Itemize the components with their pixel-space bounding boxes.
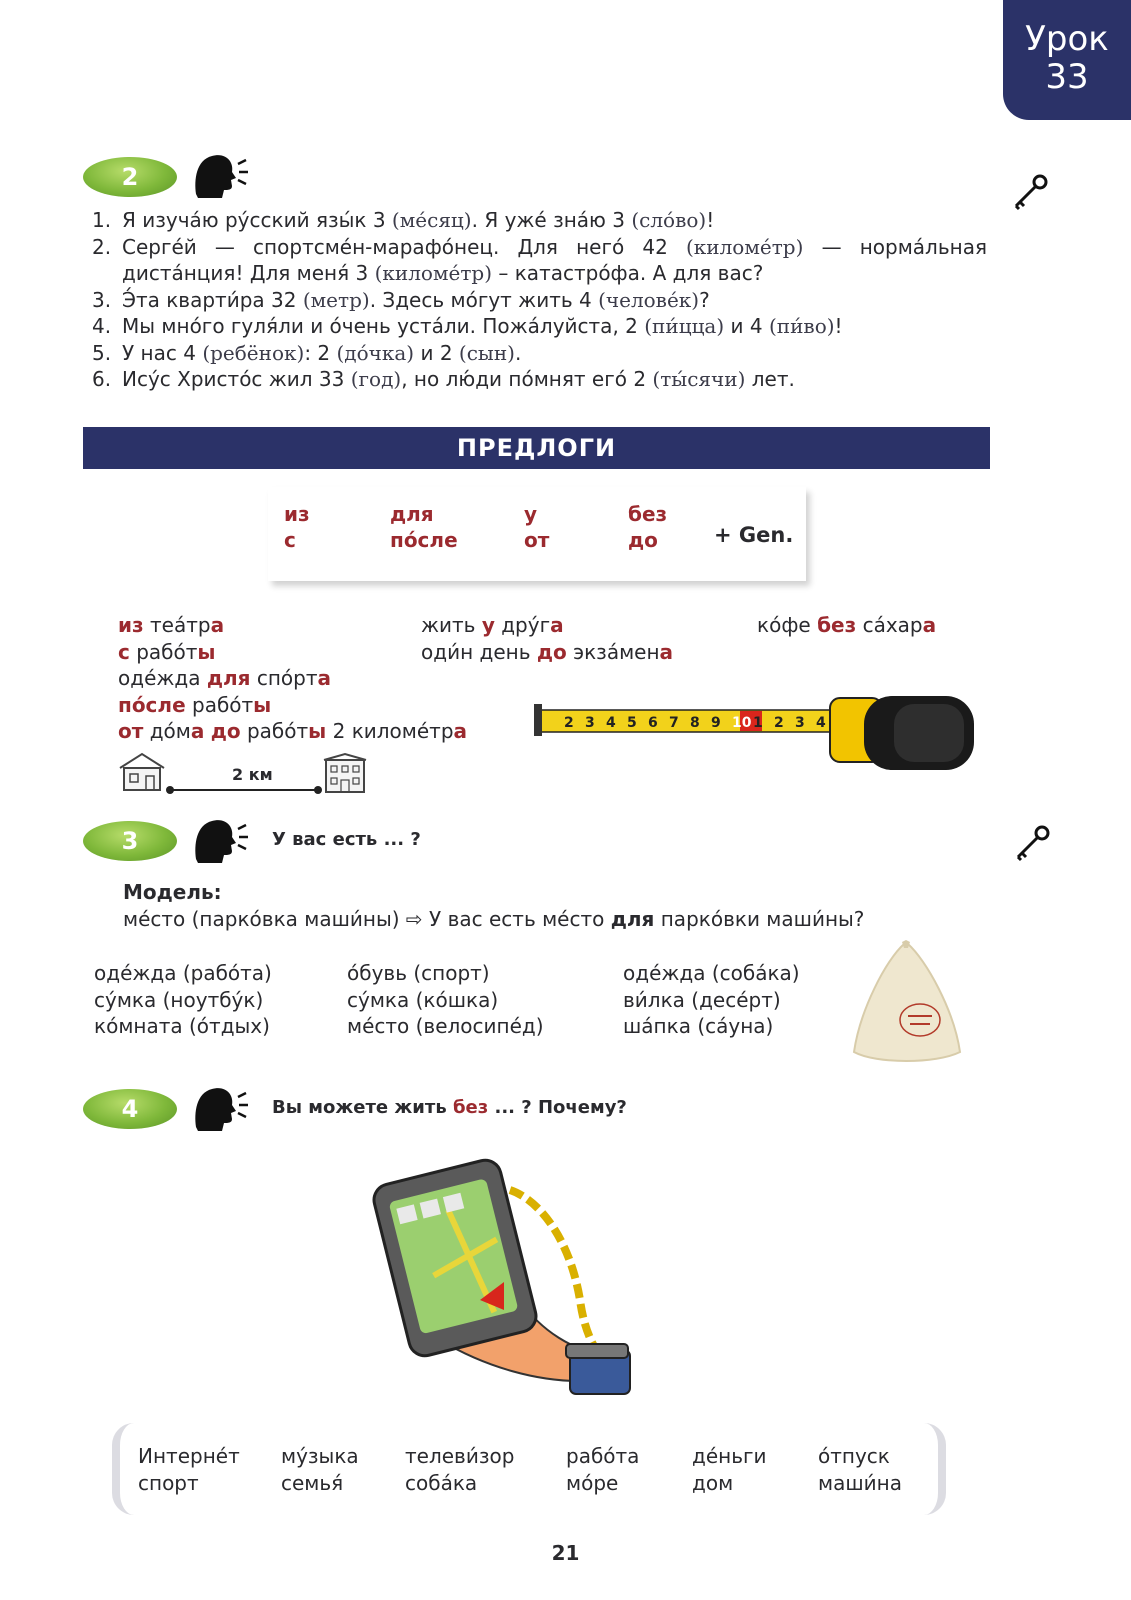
distance-line — [170, 789, 318, 791]
page-number: 21 — [551, 1541, 580, 1565]
item-number: 5. — [92, 340, 112, 365]
examples-column-3 — [757, 612, 936, 639]
tape-number: 4 — [606, 715, 616, 731]
phone-chained-hand-icon — [370, 1150, 650, 1400]
lesson-tab — [1003, 0, 1131, 120]
word-box-col — [818, 1443, 902, 1497]
item-text: Серге́й — спортсме́н-марафо́нец. Для него́ 42 (киломе́тр) — норма́льная диста́нция! Для меня́ 3 (киломе́тр) – катастро́фа. А для вас? — [122, 234, 987, 285]
tape-number: 3 — [585, 715, 595, 731]
speaking-head-icon — [190, 150, 250, 202]
distance-label: 2 км — [232, 765, 273, 784]
prepositions-table — [268, 487, 806, 581]
key-icon[interactable] — [1012, 823, 1052, 863]
example-phrase: жить у дру́га — [421, 613, 564, 637]
word-item: о́бувь (спорт) — [347, 961, 490, 985]
building-icon — [322, 752, 368, 796]
item-number: 4. — [92, 314, 112, 338]
exercise-2-item — [92, 287, 987, 314]
prepositions-banner: ПРЕДЛОГИ — [83, 427, 990, 469]
example-phrase: оди́н день до экза́мена — [421, 639, 674, 664]
lesson-label: Урок — [1025, 19, 1109, 59]
word-box-col — [692, 1443, 767, 1497]
key-icon[interactable] — [1010, 172, 1050, 212]
word-item: рабо́та — [566, 1444, 640, 1468]
examples-column-1 — [118, 612, 467, 745]
word-box-col — [566, 1443, 639, 1497]
item-text: Я изуча́ю ру́сский язы́к 3 (ме́сяц). Я уже́ зна́ю 3 (сло́во)! — [122, 208, 715, 232]
prep-cell: без до — [628, 502, 668, 552]
exercise-3-words-col-2 — [347, 960, 544, 1040]
word-item: о́тпуск — [818, 1444, 890, 1468]
distance-dot-start — [166, 786, 174, 794]
word-box-col — [405, 1443, 514, 1497]
example-phrase: оде́жда для спо́рта — [118, 666, 331, 690]
word-item: ви́лка (десе́рт) — [623, 987, 781, 1012]
examples-column-2 — [421, 612, 673, 665]
prep-cell: для по́сле — [390, 502, 458, 552]
word-item: де́ньги — [692, 1444, 767, 1468]
prep-cell: из с — [284, 502, 310, 552]
exercise-2-item — [92, 234, 987, 287]
tape-number: 8 — [690, 715, 700, 731]
tape-number: 2 — [774, 715, 784, 731]
word-item: ко́мната (о́тдых) — [94, 1014, 270, 1038]
word-item: ме́сто (велосипе́д) — [347, 1014, 544, 1038]
distance-dot-end — [314, 786, 322, 794]
tape-number: 9 — [711, 715, 721, 731]
item-number: 1. — [92, 208, 112, 232]
exercise-2-list — [92, 207, 987, 393]
exercise-3-badge: 3 — [83, 821, 177, 861]
word-item: су́мка (ко́шка) — [347, 987, 499, 1012]
exercise-2-item — [92, 340, 987, 367]
example-phrase: ко́фе без са́хара — [757, 613, 937, 637]
example-phrase: по́сле рабо́ты — [118, 692, 272, 717]
prep-cell: у от — [524, 502, 550, 552]
word-item: спорт — [138, 1471, 199, 1495]
example-phrase: с рабо́ты — [118, 639, 216, 664]
model-label: Модель: — [123, 880, 222, 904]
item-text: У нас 4 (ребёнок): 2 (до́чка) и 2 (сын). — [122, 340, 522, 365]
example-phrase: от до́ма до рабо́ты 2 киломе́тра — [118, 719, 468, 743]
word-item: оде́жда (рабо́та) — [94, 961, 272, 985]
item-text: Мы мно́го гуля́ли и о́чень уста́ли. Пожа́луйста, 2 (пи́цца) и 4 (пи́во)! — [122, 314, 843, 338]
tape-number: 2 — [564, 715, 574, 731]
lesson-number: 33 — [1045, 57, 1089, 97]
exercise-3-words-col-1 — [94, 960, 272, 1040]
tape-number: 5 — [627, 715, 637, 731]
exercise-2-item — [92, 366, 987, 393]
word-item: семья́ — [281, 1471, 344, 1495]
exercise-4-badge: 4 — [83, 1089, 177, 1129]
item-number: 2. — [92, 234, 112, 259]
exercise-2-item — [92, 313, 987, 340]
word-item: мо́ре — [566, 1471, 619, 1495]
word-box-col — [281, 1443, 359, 1497]
house-icon — [116, 750, 168, 794]
word-item: ша́пка (са́уна) — [623, 1014, 774, 1038]
word-item: му́зыка — [281, 1444, 359, 1468]
speaking-head-icon — [190, 1083, 250, 1135]
word-item: су́мка (ноутбу́к) — [94, 987, 264, 1012]
item-text: Э́та кварти́ра 32 (метр). Здесь мо́гут жить 4 (челове́к)? — [122, 287, 710, 312]
item-number: 6. — [92, 367, 112, 391]
exercise-2-item — [92, 207, 987, 234]
genitive-label: + Gen. — [714, 523, 794, 547]
word-item: Интерне́т — [138, 1444, 240, 1468]
exercise-2-badge: 2 — [83, 157, 177, 197]
sauna-hat-icon — [846, 940, 966, 1068]
tape-number: 6 — [648, 715, 658, 731]
speaking-head-icon — [190, 815, 250, 867]
item-number: 3. — [92, 287, 112, 312]
example-phrase: из теа́тра — [118, 613, 225, 637]
model-sentence: ме́сто (парко́вка маши́ны) ⇨ У вас есть ме́сто для парко́вки маши́ны? — [123, 907, 865, 931]
exercise-4-title: Вы можете жить без ... ? Почему? — [272, 1097, 627, 1118]
word-item: маши́на — [818, 1471, 902, 1495]
tape-number: 4 — [816, 715, 826, 731]
word-item: дом — [692, 1471, 734, 1495]
tape-number: 1 — [753, 715, 763, 731]
word-box-col — [138, 1443, 240, 1497]
exercise-3-title: У вас есть ... ? — [272, 829, 421, 850]
tape-measure-icon — [534, 696, 978, 772]
exercise-3-words-col-3 — [623, 960, 800, 1040]
tape-number: 10 — [732, 715, 752, 731]
item-text: Ису́с Христо́с жил 33 (год), но лю́ди по́мнят его́ 2 (ты́сячи) лет. — [122, 367, 795, 391]
tape-number: 3 — [795, 715, 805, 731]
word-item: соба́ка — [405, 1471, 478, 1495]
word-item: оде́жда (соба́ка) — [623, 961, 800, 985]
tape-number: 7 — [669, 715, 679, 731]
word-item: телеви́зор — [405, 1444, 515, 1468]
